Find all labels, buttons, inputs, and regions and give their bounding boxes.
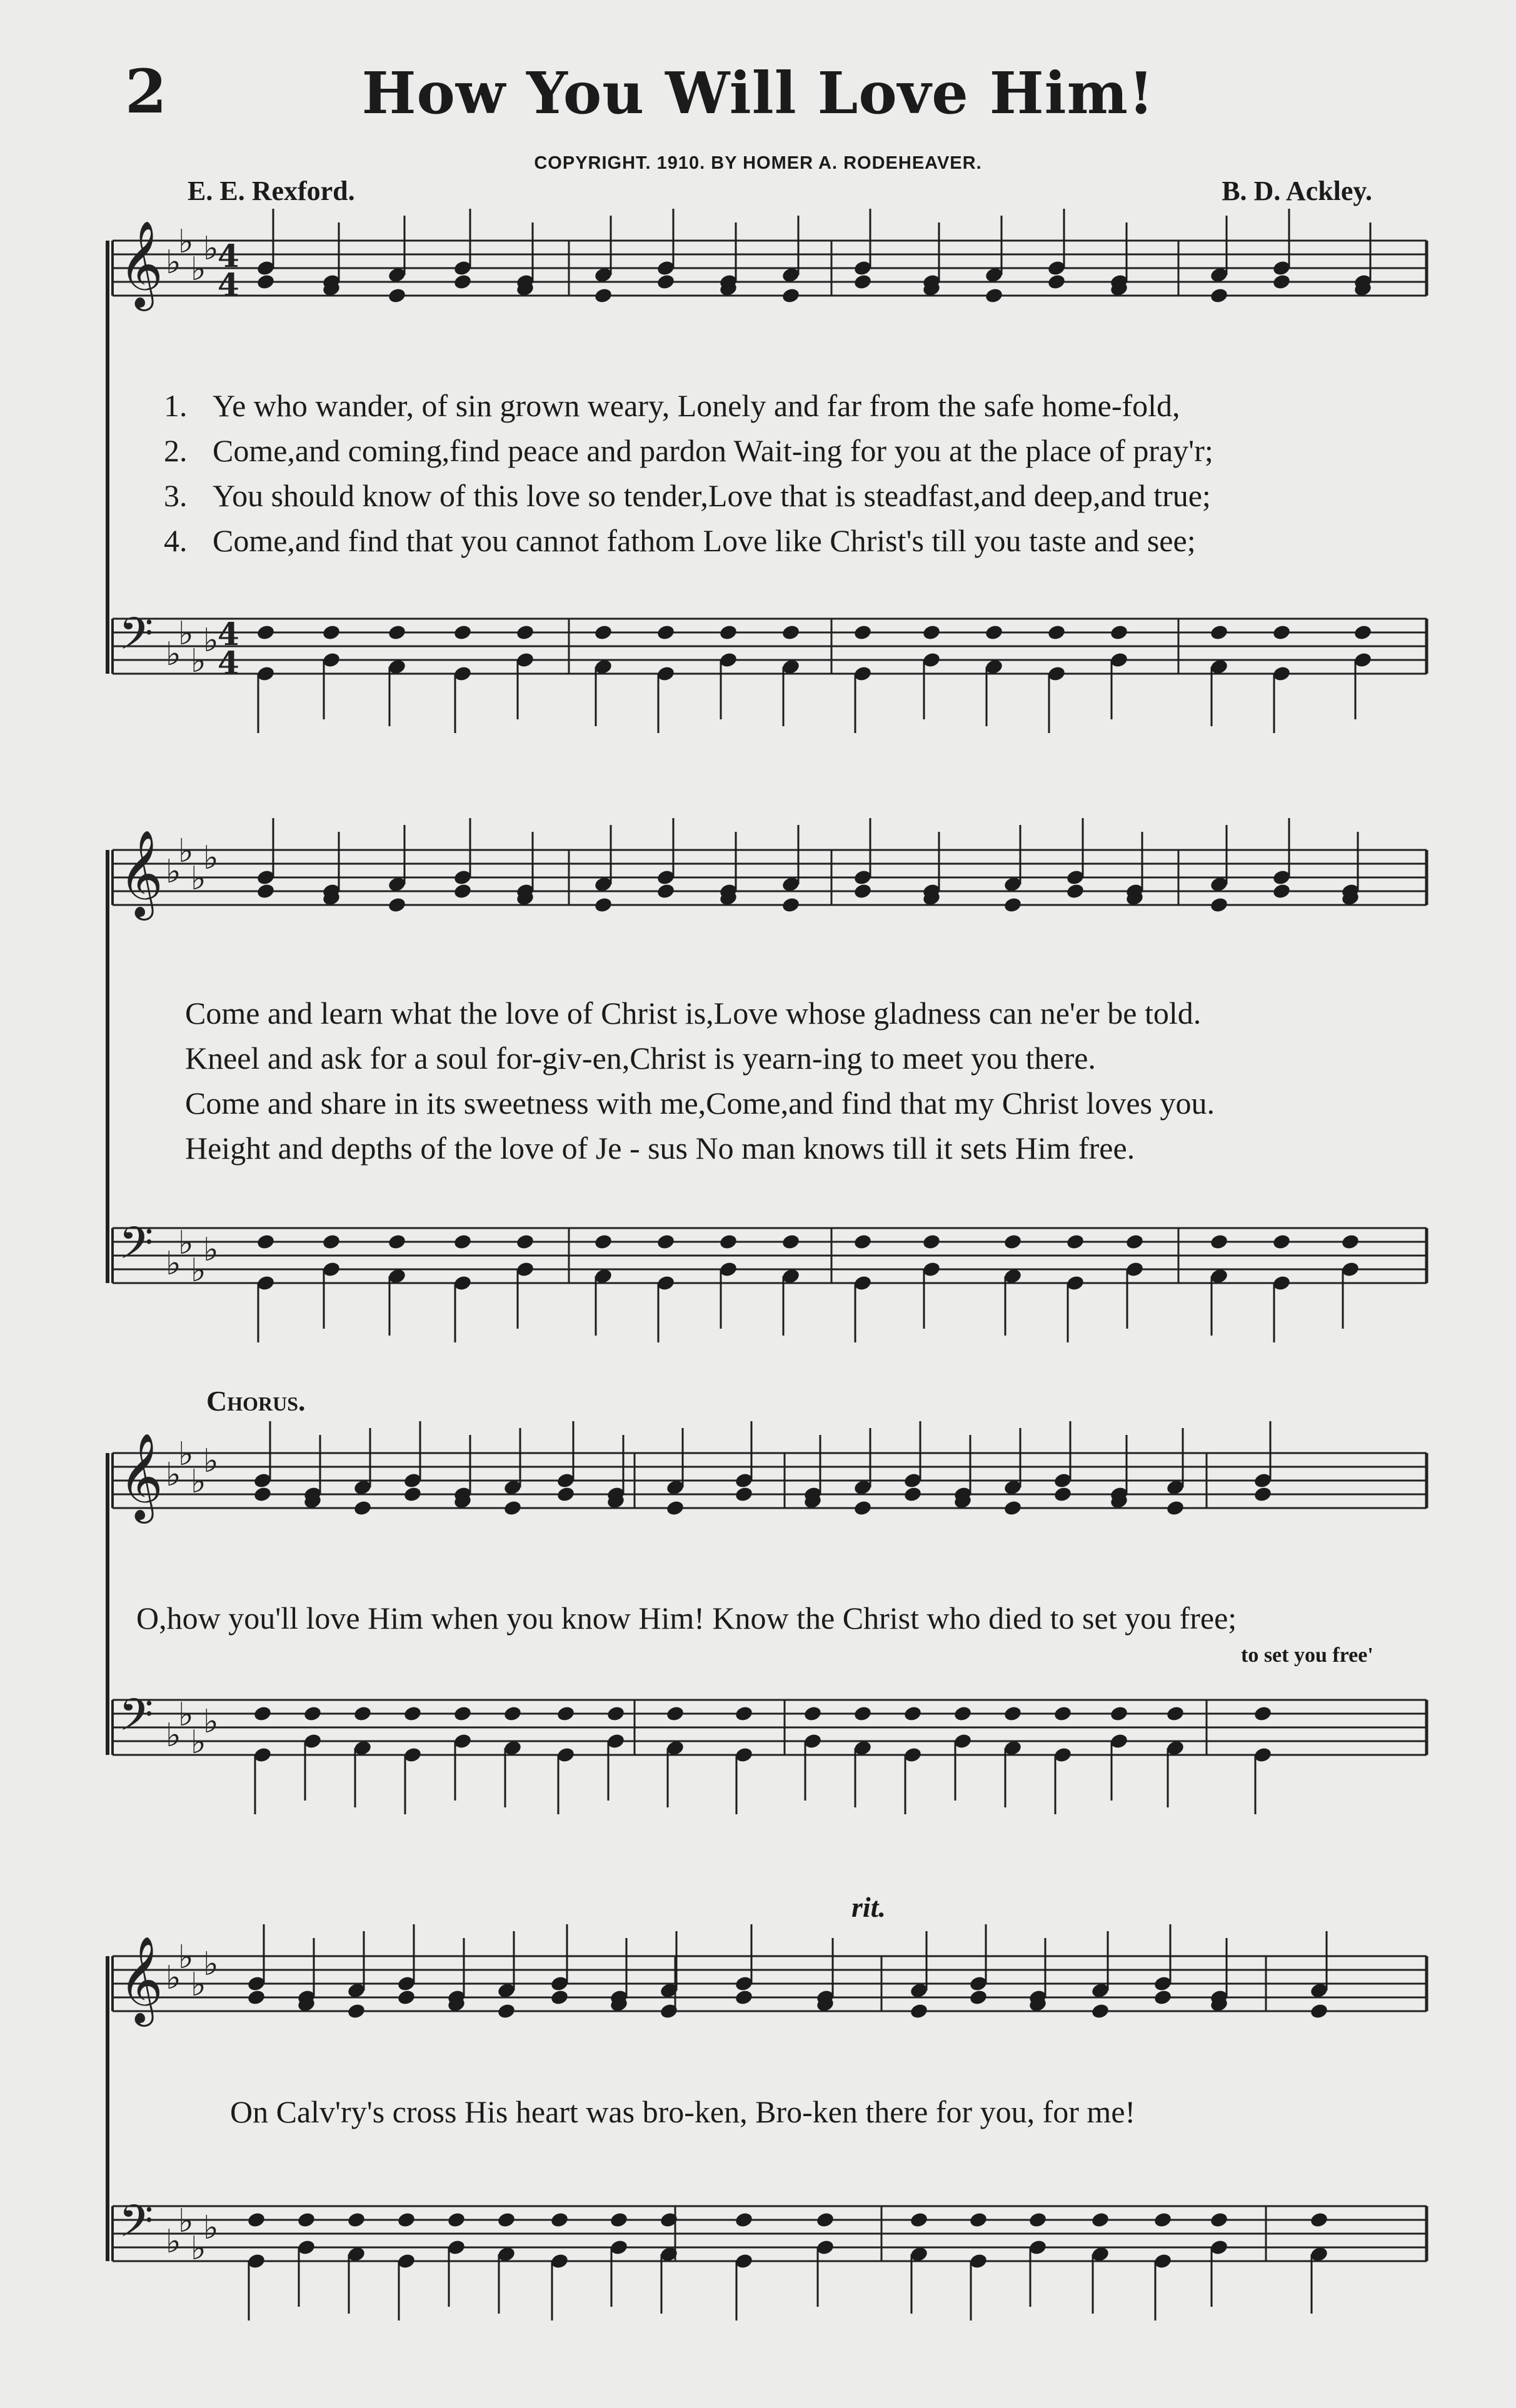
note-head: [556, 1486, 575, 1503]
note-head: [1003, 1233, 1022, 1251]
treble-clef-icon: 𝄞: [119, 830, 163, 917]
note-head: [256, 1233, 275, 1251]
note-head: [550, 1989, 569, 2006]
note-head: [387, 287, 406, 304]
note-head: [1209, 896, 1228, 914]
treble-clef-icon: 𝄞: [119, 1433, 163, 1520]
note-head: [503, 1499, 522, 1517]
note-head: [1253, 1705, 1272, 1722]
note-head: [903, 1705, 922, 1722]
note-head: [593, 896, 613, 914]
note-head: [396, 2211, 416, 2229]
note-head: [1209, 624, 1228, 641]
note-head: [921, 1233, 941, 1251]
note-head: [853, 1499, 872, 1517]
flat-sign: ♭: [191, 1724, 206, 1761]
flat-sign: ♭: [166, 636, 181, 673]
flat-sign: ♭: [178, 1939, 194, 1976]
note-head: [781, 624, 800, 641]
flat-sign: ♭: [203, 1946, 219, 1983]
note-head: [256, 624, 275, 641]
note-head: [781, 1233, 800, 1251]
verse-number: 2.: [164, 433, 188, 468]
note-head: [1209, 2211, 1228, 2229]
note-head: [1125, 1233, 1144, 1251]
note-head: [903, 1486, 922, 1503]
verse-continuation-1: Come and learn what the love of Christ is,Love whose gladness can ne'er be told.: [185, 996, 1202, 1031]
note-head: [1109, 1705, 1128, 1722]
note-head: [550, 2211, 569, 2229]
note-head: [246, 2211, 266, 2229]
verse-text: Come,and coming,find peace and pardon Wait-ing for you at the place of pray'r;: [213, 433, 1213, 468]
note-head: [815, 2211, 835, 2229]
note-head: [1065, 882, 1085, 900]
note-head: [1065, 1233, 1085, 1251]
note-head: [387, 1233, 406, 1251]
verse-line-1: [164, 387, 1180, 424]
note-head: [496, 2002, 516, 2020]
note-head: [1003, 896, 1022, 914]
note-head: [1053, 1705, 1072, 1722]
hymn-title: How You Will Love Him!: [361, 59, 1155, 127]
verse-line-2: [164, 432, 1213, 469]
verse-text: You should know of this love so tender,Love that is steadfast,and deep,and true;: [213, 478, 1211, 513]
note-head: [1309, 2211, 1328, 2229]
note-head: [734, 1486, 753, 1503]
note-head: [1272, 1233, 1291, 1251]
flat-sign: ♭: [203, 622, 219, 659]
note-head: [453, 273, 472, 291]
bass-clef-icon: 𝄢: [119, 1217, 154, 1280]
note-head: [1353, 624, 1372, 641]
note-head: [1272, 882, 1291, 900]
note-head: [1165, 1705, 1185, 1722]
note-head: [656, 882, 675, 900]
flat-sign: ♭: [191, 2230, 206, 2267]
verse-line-4: [164, 522, 1196, 559]
time-signature-bottom: 4: [218, 644, 239, 681]
verse-number: 1.: [164, 388, 188, 423]
bass-clef-icon: 𝄢: [119, 608, 154, 671]
note-head: [1209, 287, 1228, 304]
flat-sign: ♭: [191, 860, 206, 897]
note-head: [496, 2211, 516, 2229]
flat-sign: ♭: [191, 251, 206, 288]
chorus-echo: to set you free': [1241, 1644, 1373, 1667]
note-head: [606, 1705, 625, 1722]
flat-sign: ♭: [178, 1224, 194, 1262]
note-head: [1272, 624, 1291, 641]
flat-sign: ♭: [178, 615, 194, 652]
flat-sign: ♭: [178, 1696, 194, 1734]
flat-sign: ♭: [203, 1703, 219, 1741]
verse-continuation-4: Height and depths of the love of Je - sus No man knows till it sets Him free.: [185, 1131, 1135, 1166]
note-head: [403, 1705, 422, 1722]
flat-sign: ♭: [178, 832, 194, 870]
verse-continuation-3: Come and share in its sweetness with me,Come,and find that my Christ loves you.: [185, 1086, 1215, 1121]
flat-sign: ♭: [166, 1959, 181, 1997]
note-head: [256, 882, 275, 900]
verse-number: 4.: [164, 523, 188, 558]
note-head: [781, 287, 800, 304]
note-head: [656, 624, 675, 641]
verse-number: 3.: [164, 478, 188, 513]
note-head: [1053, 1486, 1072, 1503]
composer-credit: B. D. Ackley.: [1222, 176, 1372, 206]
copyright-notice: COPYRIGHT. 1910. BY HOMER A. RODEHEAVER.: [534, 153, 982, 173]
note-head: [984, 287, 1003, 304]
note-head: [1153, 2211, 1172, 2229]
flat-sign: ♭: [166, 1245, 181, 1282]
note-head: [253, 1486, 272, 1503]
note-head: [1047, 624, 1066, 641]
note-head: [853, 882, 872, 900]
note-head: [453, 1233, 472, 1251]
verse-text: Come,and find that you cannot fathom Love like Christ's till you taste and see;: [213, 523, 1196, 558]
note-head: [593, 624, 613, 641]
flat-sign: ♭: [166, 853, 181, 891]
flat-sign: ♭: [178, 223, 194, 261]
note-head: [1047, 273, 1066, 291]
flat-sign: ♭: [178, 1436, 194, 1473]
note-head: [665, 1705, 685, 1722]
note-head: [853, 1233, 872, 1251]
note-head: [1003, 1499, 1022, 1517]
flat-sign: ♭: [203, 839, 219, 877]
flat-sign: ♭: [203, 1442, 219, 1480]
note-head: [1153, 1989, 1172, 2006]
flat-sign: ♭: [178, 2202, 194, 2240]
note-head: [1272, 273, 1291, 291]
treble-clef-icon: 𝄞: [119, 221, 163, 307]
note-head: [453, 882, 472, 900]
tempo-mark: rit.: [851, 1891, 886, 1923]
note-head: [909, 2211, 928, 2229]
note-head: [453, 1705, 472, 1722]
note-head: [953, 1705, 972, 1722]
note-head: [256, 273, 275, 291]
note-head: [853, 1705, 872, 1722]
note-head: [665, 1499, 685, 1517]
note-head: [1309, 2002, 1328, 2020]
note-head: [346, 2211, 366, 2229]
note-head: [656, 1233, 675, 1251]
note-head: [353, 1705, 372, 1722]
note-head: [396, 1989, 416, 2006]
note-head: [403, 1486, 422, 1503]
note-head: [1165, 1499, 1185, 1517]
note-head: [609, 2211, 628, 2229]
flat-sign: ♭: [166, 244, 181, 281]
lyricist-credit: E. E. Rexford.: [188, 176, 355, 206]
note-head: [346, 2002, 366, 2020]
note-head: [453, 624, 472, 641]
time-signature-bottom: 4: [218, 266, 239, 303]
note-head: [734, 1989, 753, 2006]
note-head: [734, 2211, 753, 2229]
note-head: [968, 2211, 988, 2229]
note-head: [296, 2211, 316, 2229]
chorus-line-1: O,how you'll love Him when you know Him! Know the Christ who died to set you free;: [136, 1601, 1237, 1636]
verse-continuation-2: Kneel and ask for a soul for-giv-en,Christ is yearn-ing to meet you there.: [185, 1041, 1096, 1076]
note-head: [1090, 2211, 1110, 2229]
note-head: [968, 1989, 988, 2006]
note-head: [1340, 1233, 1360, 1251]
flat-sign: ♭: [166, 1456, 181, 1494]
bass-clef-icon: 𝄢: [119, 1689, 154, 1752]
time-signature-top: 4: [218, 237, 239, 274]
note-head: [1109, 624, 1128, 641]
note-head: [387, 896, 406, 914]
note-head: [515, 1233, 535, 1251]
flat-sign: ♭: [191, 1252, 206, 1289]
note-head: [1028, 2211, 1047, 2229]
hymn-number: 2: [125, 56, 167, 127]
note-head: [253, 1705, 272, 1722]
note-head: [1003, 1705, 1022, 1722]
note-head: [556, 1705, 575, 1722]
note-head: [1253, 1486, 1272, 1503]
note-head: [353, 1499, 372, 1517]
chorus-line-2: On Calv'ry's cross His heart was bro-ken, Bro-ken there for you, for me!: [230, 2094, 1136, 2129]
chorus-label: Chorus.: [206, 1385, 306, 1417]
note-head: [246, 1989, 266, 2006]
time-signature-top: 4: [218, 616, 239, 652]
note-head: [593, 287, 613, 304]
note-head: [1209, 1233, 1228, 1251]
note-head: [921, 624, 941, 641]
note-head: [503, 1705, 522, 1722]
bass-clef-icon: 𝄢: [119, 2196, 154, 2258]
flat-sign: ♭: [191, 1463, 206, 1501]
note-head: [803, 1705, 822, 1722]
flat-sign: ♭: [203, 230, 219, 267]
flat-sign: ♭: [191, 642, 206, 680]
flat-sign: ♭: [166, 1717, 181, 1754]
note-head: [718, 1233, 738, 1251]
treble-clef-icon: 𝄞: [119, 1936, 163, 2023]
note-head: [718, 624, 738, 641]
note-head: [303, 1705, 322, 1722]
note-head: [593, 1233, 613, 1251]
flat-sign: ♭: [191, 1966, 206, 2004]
flat-sign: ♭: [203, 2209, 219, 2247]
note-head: [387, 624, 406, 641]
verse-text: Ye who wander, of sin grown weary, Lonely and far from the safe home-fold,: [213, 388, 1180, 423]
note-head: [1090, 2002, 1110, 2020]
note-head: [984, 624, 1003, 641]
note-head: [853, 624, 872, 641]
note-head: [781, 896, 800, 914]
flat-sign: ♭: [203, 1231, 219, 1269]
note-head: [321, 1233, 341, 1251]
note-head: [515, 624, 535, 641]
flat-sign: ♭: [166, 2223, 181, 2261]
note-head: [321, 624, 341, 641]
note-head: [909, 2002, 928, 2020]
note-head: [446, 2211, 466, 2229]
note-head: [656, 273, 675, 291]
verse-line-3: [164, 477, 1211, 514]
note-head: [853, 273, 872, 291]
note-head: [734, 1705, 753, 1722]
